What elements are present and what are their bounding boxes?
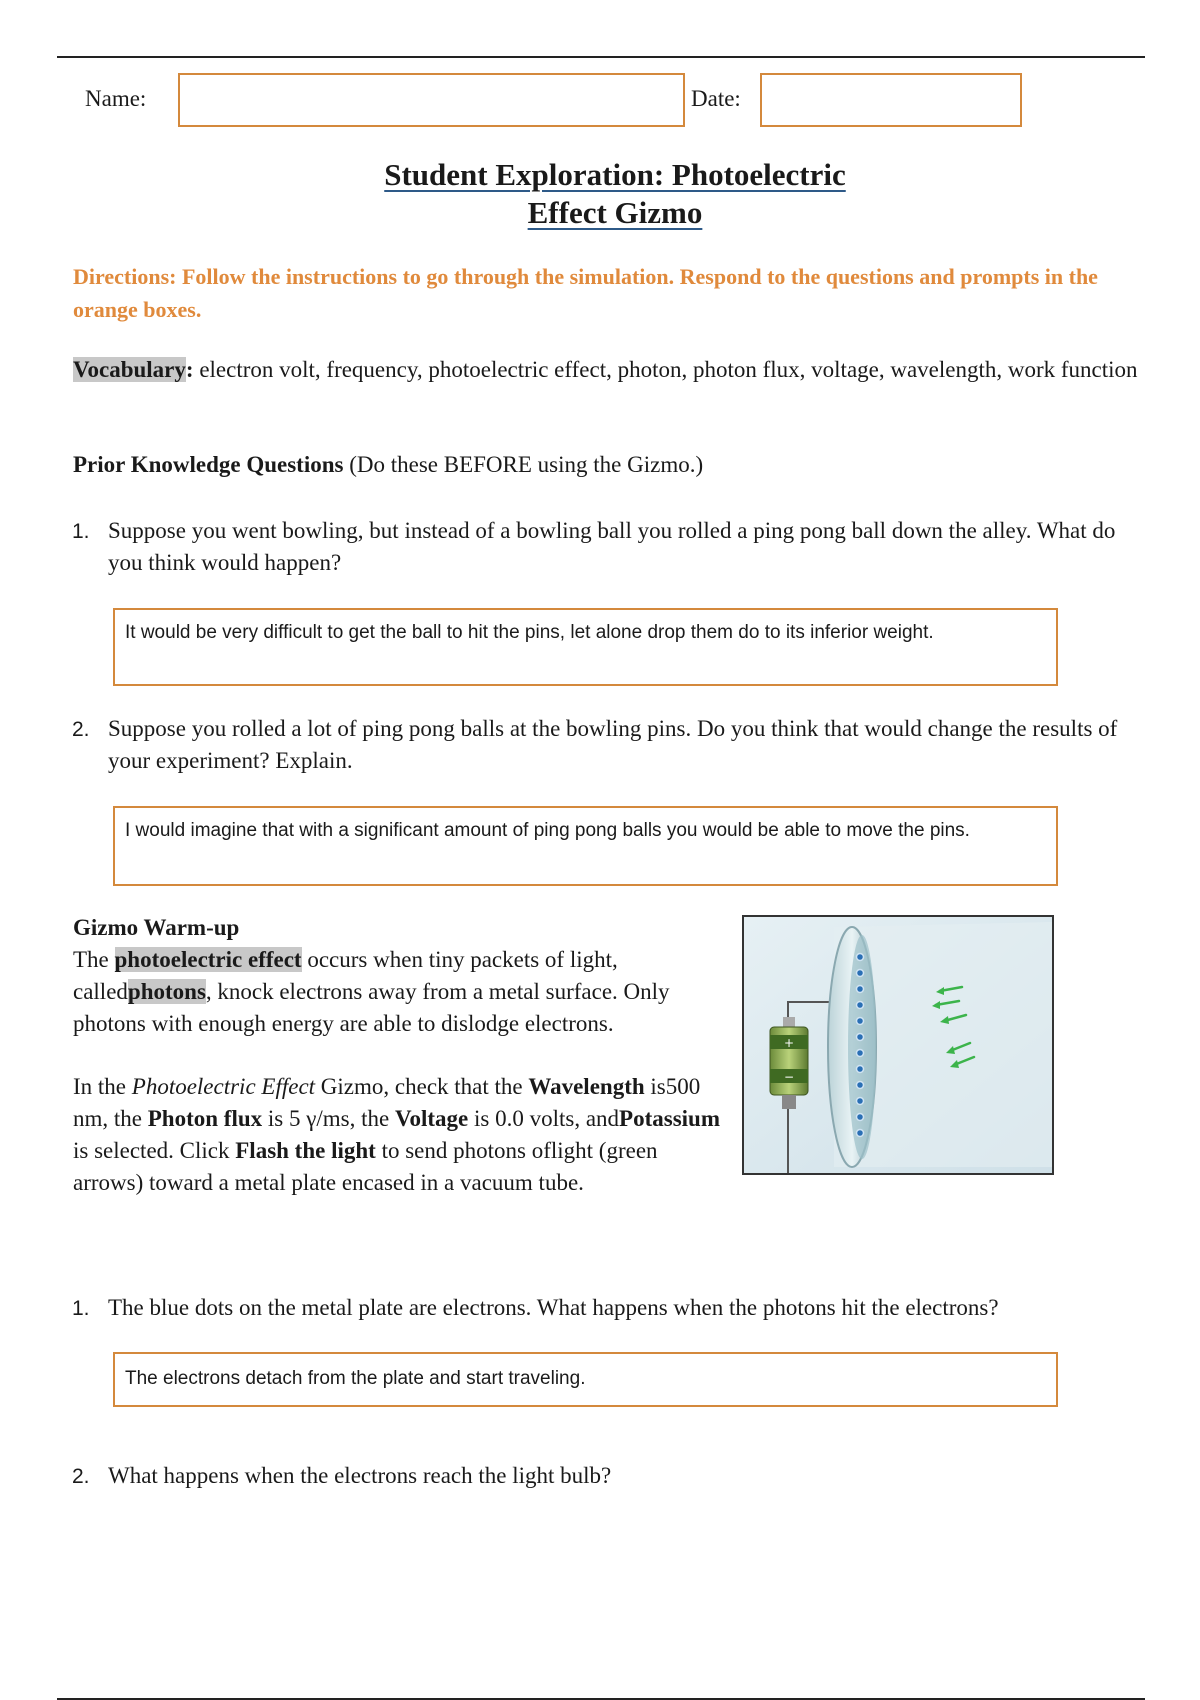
warmup-question-2-number: 2. <box>72 1465 90 1488</box>
vocabulary-list: electron volt, frequency, photoelectric effect, photon, photon flux, voltage, wavelength, work function <box>193 357 1138 382</box>
prior-answer-1-text: It would be very difficult to get the ball to hit the pins, let alone drop them do to its inferior weight. <box>125 622 934 643</box>
date-field[interactable] <box>760 73 1022 127</box>
warmup-p2-text: is 0.0 volts, and <box>468 1106 620 1131</box>
vocabulary-paragraph <box>73 354 1153 386</box>
page-title <box>0 156 1200 232</box>
vocabulary-colon: : <box>185 357 194 382</box>
prior-answer-2-box[interactable] <box>113 806 1058 886</box>
warmup-p2-text: In the <box>73 1074 132 1099</box>
prior-question-1-number: 1. <box>72 520 90 543</box>
name-field[interactable] <box>178 73 685 127</box>
warmup-answer-1-text: The electrons detach from the plate and start traveling. <box>125 1368 586 1389</box>
warmup-section <box>73 912 733 1199</box>
prior-question-1-text: Suppose you went bowling, but instead of a bowling ball you rolled a ping pong ball down the alley. What do you think would happen? <box>108 518 1116 575</box>
warmup-p2-text: is selected. Click <box>73 1138 236 1163</box>
date-label: Date: <box>691 86 741 111</box>
setting-potassium: Potassium <box>619 1106 720 1131</box>
vocabulary-label: Vocabulary <box>73 357 186 382</box>
warmup-paragraph-2 <box>73 1071 733 1199</box>
prior-knowledge-heading <box>73 449 1153 481</box>
gizmo-figure <box>742 915 1054 1175</box>
warmup-p2-text: to send photons oflight (green arrows) toward a metal plate encased in a vacuum tube. <box>73 1138 658 1195</box>
warmup-p1-text: , knock electrons away from a metal surface. Only photons with enough energy are able to dislodge electrons. <box>73 979 670 1036</box>
setting-voltage: Voltage <box>394 1106 469 1131</box>
warmup-p1-text: The <box>73 947 115 972</box>
warmup-question-2-text: What happens when the electrons reach the light bulb? <box>108 1463 612 1488</box>
warmup-question-1-number: 1. <box>72 1297 90 1320</box>
directions-text: Directions: Follow the instructions to go through the simulation. Respond to the questions and prompts in the orange boxes. <box>73 264 1098 322</box>
title-line-1: Student Exploration: Photoelectric <box>384 157 846 192</box>
warmup-question-1-text: The blue dots on the metal plate are electrons. What happens when the photons hit the electrons? <box>108 1295 999 1320</box>
term-photoelectric-effect: photoelectric effect <box>114 947 302 972</box>
battery-minus-icon: − <box>783 1070 795 1084</box>
prior-answer-1-box[interactable] <box>113 608 1058 686</box>
setting-wavelength: Wavelength <box>528 1074 645 1099</box>
name-label: Name: <box>85 86 147 111</box>
prior-question-2-text: Suppose you rolled a lot of ping pong balls at the bowling pins. Do you think that would change the results of your experiment? Explain. <box>108 716 1118 773</box>
prior-question-2-number: 2. <box>72 718 90 741</box>
title-line-2: Effect Gizmo <box>527 195 703 230</box>
term-photons: photons <box>127 979 206 1004</box>
prior-knowledge-title: Prior Knowledge Questions <box>73 452 344 477</box>
warmup-p2-text: Gizmo, check that the <box>315 1074 529 1099</box>
warmup-heading: Gizmo Warm-up <box>73 915 240 940</box>
prior-answer-2-text: I would imagine that with a significant amount of ping pong balls you would be able to move the pins. <box>125 820 970 841</box>
battery-plus-icon: + <box>783 1036 795 1050</box>
gizmo-name: Photoelectric Effect <box>131 1074 316 1099</box>
battery-icon <box>770 1017 808 1109</box>
photoelectric-illustration <box>744 917 1052 1173</box>
flash-the-light-instruction: Flash the light <box>235 1138 376 1163</box>
warmup-p2-text: is 5 γ/ms, the <box>262 1106 395 1131</box>
warmup-paragraph-1 <box>73 944 733 1040</box>
warmup-answer-1-box[interactable] <box>113 1352 1058 1407</box>
top-rule <box>57 56 1145 58</box>
warmup-p1-text: occurs when tiny packets of light, called <box>73 947 618 1004</box>
warmup-p2-text: is500 nm, the <box>73 1074 701 1131</box>
setting-photon-flux: Photon flux <box>147 1106 263 1131</box>
prior-knowledge-note: (Do these BEFORE using the Gizmo.) <box>343 452 704 477</box>
